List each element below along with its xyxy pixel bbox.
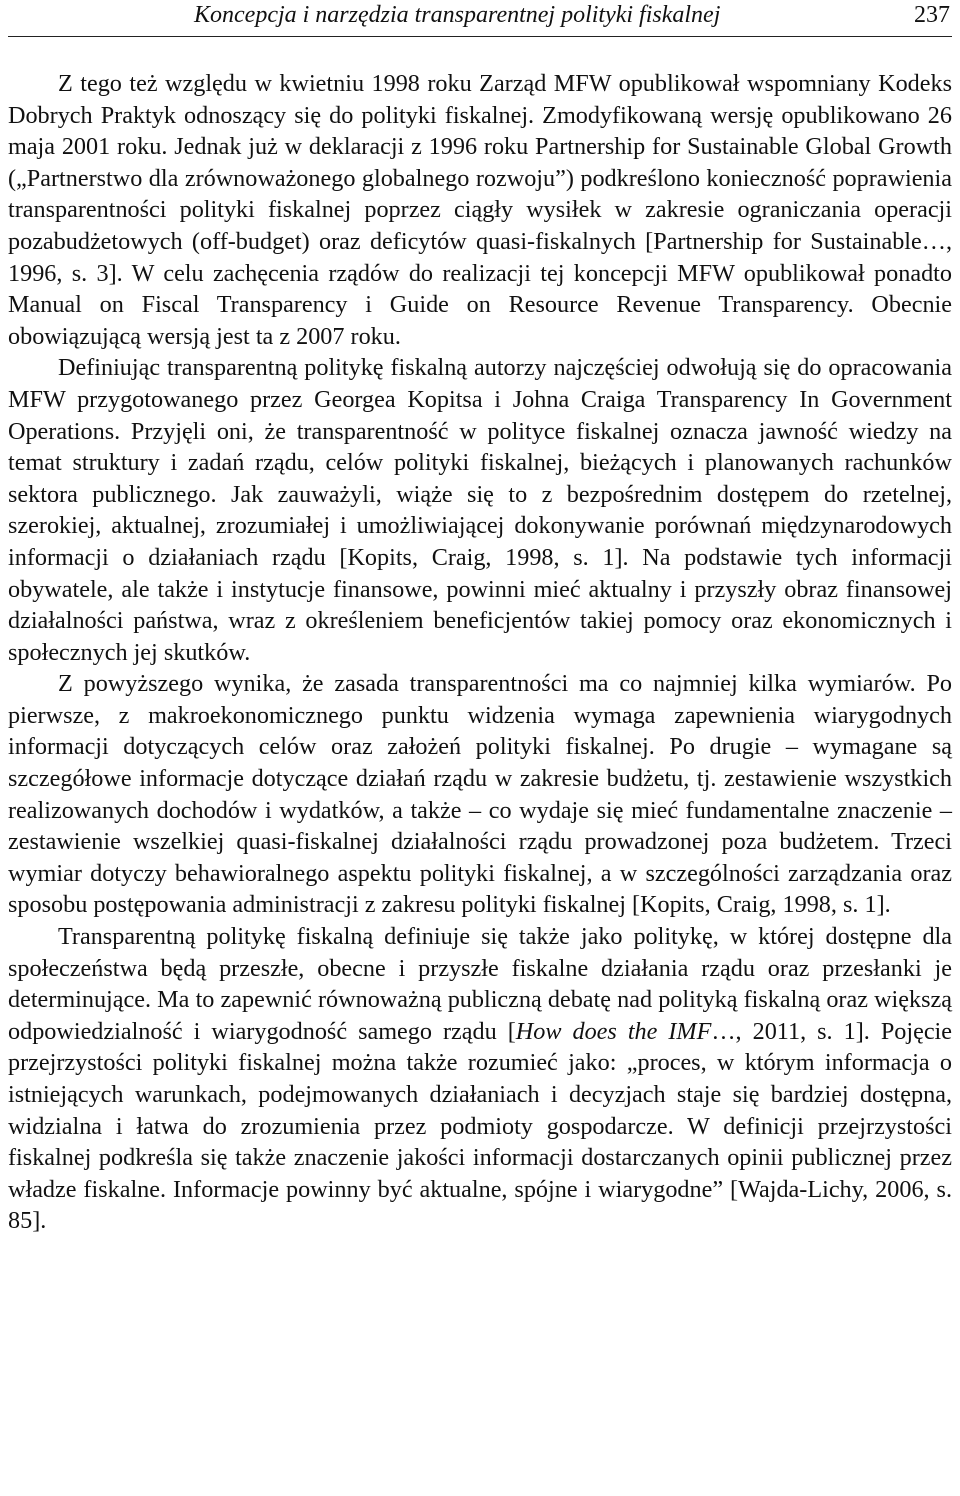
paragraph-1 bbox=[8, 68, 952, 352]
page-number: 237 bbox=[914, 2, 950, 28]
paragraph-3 bbox=[8, 668, 952, 921]
running-header bbox=[8, 0, 952, 37]
citation-title-italic: How does the IMF bbox=[515, 1017, 712, 1045]
paragraph-2 bbox=[8, 352, 952, 668]
running-title: Koncepcja i narzędzia transparentnej polityki fiskalnej bbox=[194, 2, 721, 28]
paragraph-2-text: Definiując transparentną politykę fiskalną autorzy najczęściej odwołują się do opracowania MFW przygotowanego przez Georgea Kopitsa i Johna Craiga Transparency In Government Operations. Przyjęli oni, że transparentność w polityce fiskalnej oznacza jawność wiedzy na temat struktury i zadań rządu, celów polityki fiskalnej, bieżących i planowanych rachunków sektora publicznego. Jak zauważyli, wiąże się to z bezpośrednim dostępem do rzetelnej, szerokiej, aktualnej, zrozumiałej i umożliwiającej dokonywanie porównań międzynarodowych informacji o działaniach rządu [Kopits, Craig, 1998, s. 1]. Na podstawie tych informacji obywatele, ale także i instytucje finansowe, powinni mieć aktualny i przyszły obraz finansowej działalności państwa, wraz z określeniem beneficjentów takiej pomocy oraz ekonomicznych i społecznych jej skutków. bbox=[8, 354, 952, 666]
page-body bbox=[8, 68, 952, 1237]
paragraph-4 bbox=[8, 921, 952, 1237]
paragraph-4-text-a: Transparentną politykę fiskalną definiuje się także jako politykę, w której dostępne dla społeczeństwa będą przeszłe, obecne i przyszłe fiskalne działania rządu oraz przesłanki je determinujące. Ma to zapewnić równoważną publiczną debatę nad polityką fiskalną oraz większą odpowiedzialność i wiarygodność samego rządu [ bbox=[8, 923, 952, 1045]
paragraph-1-text-b: …, 1996, s. 3]. W celu zachęcenia rządów do realizacji tej koncepcji MFW opublikował ponadto Manual on Fiscal Transparency i Guide on Resource Revenue Transparency. Obecnie obowiązującą wersją jest ta z 2007 roku. bbox=[8, 227, 952, 350]
paragraph-3-text: Z powyższego wynika, że zasada transparentności ma co najmniej kilka wymiarów. Po pierwsze, z makroekonomicznego punktu widzenia wymaga zapewnienia wiarygodnych informacji dotyczących celów oraz założeń polityki fiskalnej. Po drugie – wymagane są szczegółowe informacje dotyczące działań rządu w zakresie budżetu, tj. zestawienie wszystkich realizowanych dochodów i wydatków, a także – co wydaje się mieć fundamentalne znaczenie – zestawienie wszelkiej quasi-fiskalnej działalności rządu prowadzonej poza budżetem. Trzeci wymiar dotyczy behawioralnego aspektu polityki fiskalnej, a w szczególności zarządzania oraz sposobu postępowania administracji z zakresu polityki fiskalnej [Kopits, Craig, 1998, s. 1]. bbox=[8, 670, 952, 919]
paragraph-1-text-a: Z tego też względu w kwietniu 1998 roku Zarząd MFW opublikował wspomniany Kodeks Dobrych Praktyk odnoszący się do polityki fiskalnej. Zmodyfikowaną wersję opublikowano 26 maja 2001 roku. Jednak już w deklaracji z 1996 roku Partnership for Sustainable Global Growth („Partnerstwo dla zrównoważonego globalnego rozwoju”) podkreślono konieczność poprawienia transparentności polityki fiskalnej poprzez ciągły wysiłek w zakresie ograniczania operacji pozabudżetowych (off-budget) oraz deficytów quasi-fiskalnych [Partnership for Sustainable bbox=[8, 70, 952, 255]
paragraph-4-text-b: …, 2011, s. 1]. Pojęcie przejrzystości polityki fiskalnej można także rozumieć jako: „proces, w którym informacja o istniejących warunkach, podejmowanych działaniach i decyzjach staje się bardziej dostępna, widzialna i łatwa do zrozumienia przez podmioty gospodarcze. W definicji przejrzystości fiskalnej podkreśla się także znaczenie jakości informacji dostarczanych opinii publicznej przez władze fiskalne. Informacje powinny być aktualne, spójne i wiarygodne” [Wajda-Lichy, 2006, s. 85]. bbox=[8, 1017, 953, 1235]
